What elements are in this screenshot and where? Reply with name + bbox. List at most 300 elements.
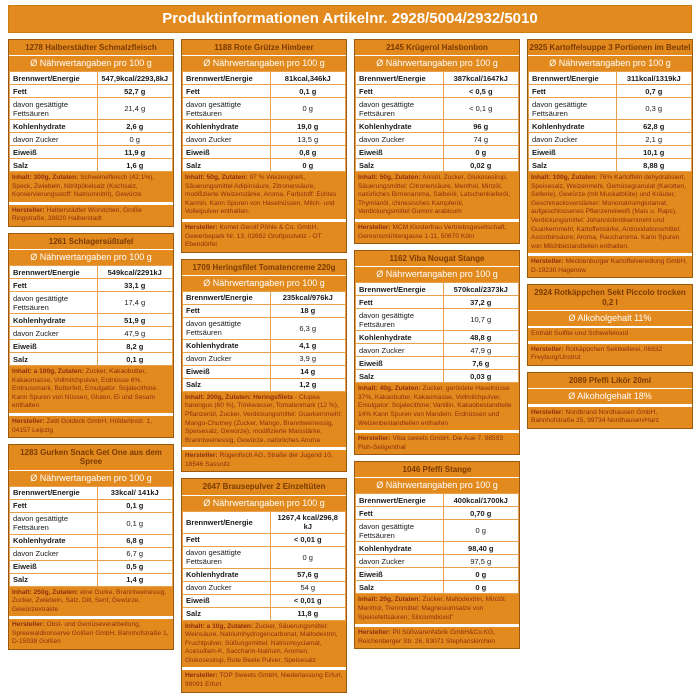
nutrient-value: 0,7 g [616,85,692,98]
manufacturer-label: Hersteller: [185,452,218,460]
nutrient-label: Brennwert/Energie [10,266,98,279]
nutrient-value: 6,7 g [97,547,173,560]
nutrition-subtitle: Ø Nährwertangaben pro 100 g [9,56,173,71]
table-row [10,279,173,292]
nutrient-value: 3,9 g [270,352,346,365]
nutrient-value: 47,9 g [443,344,519,357]
nutrient-value: 0 g [270,159,346,172]
table-row [183,120,346,133]
nutrient-value: 2,1 g [616,133,692,146]
table-row [356,507,519,520]
nutrient-label: davon Zucker [183,581,271,594]
nutrient-value: 1,4 g [97,573,173,586]
nutrient-label: davon gesättigte Fettsäuren [356,309,444,331]
table-row [10,133,173,146]
nutrient-value: 0,8 g [270,146,346,159]
card-title: 1283 Gurken Snack Get One aus dem Spree [9,445,173,470]
nutrient-value: 0 g [270,546,346,568]
product-card [181,39,347,253]
table-row [10,159,173,172]
nutrient-value: 17,4 g [97,292,173,314]
nutrient-value: 14 g [270,365,346,378]
ingredients-text: Zucker, Kakaobutter, Kakaomasse, Vollmilchpulver, Erdnüsse 6%, Erdnussmark, Butterfett, Emulgator: Sojalecithine. Kann Spuren von Nüssen, Gluten, Ei und Sesam enthalten. [12,368,158,410]
card-title: 2647 Brausepulver 2 Einzeltüten [182,479,346,495]
nutrient-value: 1,6 g [97,159,173,172]
product-card [8,39,174,227]
nutrient-label: Fett [356,85,444,98]
nutrient-label: Fett [183,304,271,317]
product-card [527,372,693,429]
nutrient-label: davon gesättigte Fettsäuren [10,98,98,120]
table-row [356,159,519,172]
nutrition-table [528,71,692,172]
manufacturer-block [355,627,519,648]
nutrient-label: Fett [183,533,271,546]
table-row [183,85,346,98]
nutrient-value: 1267,4 kcal/296,8 kJ [270,511,346,533]
manufacturer-block [9,205,173,226]
nutrient-label: Salz [183,378,271,391]
nutrient-value: 6,8 g [97,534,173,547]
card-grid [8,39,692,693]
nutrition-subtitle: Ø Nährwertangaben pro 100 g [355,478,519,493]
nutrient-value: 0 g [270,98,346,120]
card-column [527,39,693,429]
nutrient-label: Kohlenhydrate [356,542,444,555]
nutrient-label: Eiweiß [10,340,98,353]
nutrient-label: Brennwert/Energie [356,494,444,507]
table-row [183,98,346,120]
nutrient-label: Eiweiß [183,594,271,607]
nutrient-value: 0,5 g [97,560,173,573]
product-card [354,461,520,649]
nutrient-value: 387kcal/1647kJ [443,72,519,85]
card-title: 2925 Kartoffelsuppe 3 Portionen im Beutel [528,40,692,56]
table-row [529,146,692,159]
nutrient-label: davon Zucker [10,547,98,560]
nutrition-table [9,486,173,587]
nutrient-label: Eiweiß [356,146,444,159]
nutrient-label: Salz [10,159,98,172]
nutrient-value: 570kcal/2373kJ [443,283,519,296]
table-row [529,72,692,85]
table-row [183,607,346,620]
table-row [183,146,346,159]
nutrient-label: davon Zucker [529,133,617,146]
manufacturer-block [182,222,346,252]
card-column [181,39,347,693]
nutrient-value: 400kcal/1700kJ [443,494,519,507]
nutrient-label: davon gesättigte Fettsäuren [183,546,271,568]
table-row [183,291,346,304]
card-title: 1709 Heringsfilet Tomatencreme 220g [182,260,346,276]
manufacturer-label: Hersteller: [12,206,45,214]
nutrition-table [355,71,519,172]
ingredients-block [355,383,519,430]
nutrition-table [182,71,346,172]
nutrient-label: Fett [356,507,444,520]
nutrient-value: 0,1 g [97,353,173,366]
nutrient-label: Fett [356,296,444,309]
table-row [183,72,346,85]
nutrient-value: 547,9kcal/2293,8kJ [97,72,173,85]
table-row [356,98,519,120]
ingredients-text: Anisöl, Zucker, Glukosesirup, Säuerungsmittel: Citronensäure, Menthol, Minzöl, natürliches Birnenaroma, Salbeiöl, Latschenkieferöl, Thymianöl, chinesisches Kampferöl, Verdickungsmittel Gummi arabicum [358,174,511,216]
table-row [10,512,173,534]
nutrient-label: Brennwert/Energie [183,291,271,304]
table-row [10,547,173,560]
table-row [356,357,519,370]
card-title: 1046 Pfeffi Stange [355,462,519,478]
manufacturer-label: Hersteller: [531,258,564,266]
manufacturer-text: MCM Klosterfrau Vertriebsgesellschaft, Gereonsmühlengasse 1-11, 50670 Köln [358,224,507,240]
table-row [10,573,173,586]
nutrient-label: Brennwert/Energie [356,72,444,85]
nutrient-value: < 0,5 g [443,85,519,98]
nutrient-value: 11,8 g [270,607,346,620]
table-row [10,314,173,327]
nutrient-value: 0,1 g [270,85,346,98]
table-row [356,581,519,594]
ingredients-text: 76% Kartoffeln dehydratisiert, Speisesalz, Weizenmehl, Gemüsegranulat (Karotten, Sellerie), Gewürze (mit Muskatblüte) und Kräuter, Geschmacksverstärker: Mononatriumglutamat; aufgeschlossenes Pflanzeneiweiß (Mais u. Raps), Verdickungsmittel: Johannisbrotkernmehl und Guarkernmehl; Kartoffelstärke, Antioxidationsmittel: Ascorbinsäure; Aroma, Raucharoma. Kann Spuren von Milchbestandteilen enthalten. [531,174,686,250]
manufacturer-text: Komet Gerolf Pöhle & Co. GmbH, Gewerbepark Nr. 13, 02692 Großpostwitz - OT Ebendörfel [185,224,322,249]
nutrient-label: Brennwert/Energie [183,511,271,533]
nutrient-label: Eiweiß [10,560,98,573]
ingredients-block [182,392,346,447]
nutrient-label: davon gesättigte Fettsäuren [529,98,617,120]
nutrient-value: 1,2 g [270,378,346,391]
table-row [356,283,519,296]
table-row [183,511,346,533]
nutrient-value: 52,7 g [97,85,173,98]
manufacturer-text: Rügenfisch AG, Straße der Jugend 10, 18546 Sassnitz [185,452,333,468]
nutrient-label: Kohlenhydrate [183,120,271,133]
nutrition-subtitle: Ø Nährwertangaben pro 100 g [182,496,346,511]
nutrient-value: 21,4 g [97,98,173,120]
nutrient-value: < 0,01 g [270,594,346,607]
table-row [183,533,346,546]
table-row [10,486,173,499]
nutrition-table [9,265,173,366]
ingredients-label: Inhalt: a 100g, Zutaten: [12,368,84,376]
table-row [529,98,692,120]
table-row [356,520,519,542]
ingredients-label: Inhalt: 100g, Zutaten: [531,174,598,182]
nutrition-subtitle: Ø Nährwertangaben pro 100 g [9,471,173,486]
nutrient-label: Kohlenhydrate [10,314,98,327]
nutrient-value: 0 g [97,133,173,146]
nutrient-value: 0 g [443,520,519,542]
nutrient-value: 4,1 g [270,339,346,352]
nutrient-label: davon Zucker [356,555,444,568]
table-row [356,133,519,146]
ingredients-text: Zucker, geröstete Haselnüsse 37%, Kakaobutter, Kakaomasse, Vollmilchpulver, Emulgator: Sojalecithine; Vanillin, Kakaobestandteile 14% Kann Spuren von Mandeln, Erdnüssen und Weizenbestandteilen enthalten [358,385,512,427]
nutrient-label: Salz [356,159,444,172]
manufacturer-text: Obst- und Gemüseverarbeitung, Spreewaldkonserve Golßen GmbH, Bahnhofstraße 1, D-15938 Golßen [12,621,169,646]
table-row [10,266,173,279]
nutrient-label: davon gesättigte Fettsäuren [356,98,444,120]
table-row [183,594,346,607]
nutrient-label: Kohlenhydrate [183,339,271,352]
ingredients-block [9,172,173,202]
manufacturer-text: Mecklenburger Kartoffelveredlung GmbH, D-19230 Hagenow [531,258,688,274]
nutrient-value: 13,5 g [270,133,346,146]
nutrient-value: 549kcal/2291kJ [97,266,173,279]
nutrient-value: 54 g [270,581,346,594]
table-row [356,72,519,85]
nutrient-value: 0,3 g [616,98,692,120]
nutrient-label: Kohlenhydrate [529,120,617,133]
nutrient-value: 8,2 g [97,340,173,353]
nutrient-label: Eiweiß [356,568,444,581]
nutrient-value: 96 g [443,120,519,133]
nutrition-subtitle: Ø Nährwertangaben pro 100 g [528,56,692,71]
table-row [356,331,519,344]
table-row [356,555,519,568]
nutrient-value: 10,7 g [443,309,519,331]
nutrition-subtitle: Ø Nährwertangaben pro 100 g [355,56,519,71]
product-card [527,284,693,365]
nutrient-value: 47,9 g [97,327,173,340]
manufacturer-label: Hersteller: [185,672,218,680]
nutrient-label: Kohlenhydrate [183,568,271,581]
table-row [10,98,173,120]
nutrient-value: 0,1 g [97,512,173,534]
manufacturer-block [528,344,692,365]
nutrition-table [9,71,173,172]
table-row [183,339,346,352]
table-row [10,340,173,353]
nutrient-value: 2,6 g [97,120,173,133]
product-card [8,233,174,438]
ingredients-text: Zucker, Maltodextrin, Minzöl, Menthol, Trennmittel: Magnesiumsalze von Speisefettsäuren; Siliciumdioxid" [358,596,507,621]
manufacturer-label: Hersteller: [12,621,45,629]
ingredients-label: Inhalt: 300g, Zutaten: [12,174,79,182]
table-row [356,120,519,133]
table-row [183,568,346,581]
nutrient-label: Eiweiß [529,146,617,159]
nutrient-value: < 0,01 g [270,533,346,546]
manufacturer-block [528,256,692,277]
manufacturer-block [9,416,173,437]
manufacturer-text: Halberstädter Würstchen, Große Ringstraße, 38820 Halberstadt [12,206,142,223]
ingredients-block [528,172,692,253]
nutrient-value: 97,5 g [443,555,519,568]
nutrition-table [355,282,519,383]
nutrient-value: 0,03 g [443,370,519,383]
table-row [10,353,173,366]
manufacturer-label: Hersteller: [358,224,391,231]
nutrition-table [355,493,519,594]
nutrient-label: Salz [183,607,271,620]
ingredients-label: Inhalt: 250g, Zutaten: [12,588,79,596]
ingredients-label: Inhalt: 50g, Zutaten: [185,174,248,182]
nutrient-value: 0 g [443,581,519,594]
nutrient-label: Eiweiß [183,365,271,378]
nutrient-label: davon Zucker [10,327,98,340]
table-row [356,568,519,581]
nutrient-label: davon Zucker [356,133,444,146]
ingredients-label: Inhalt: 200g, Zutaten: Heringsfilets [185,393,294,401]
nutrient-label: Kohlenhydrate [356,120,444,133]
nutrient-value: 0 g [443,146,519,159]
table-row [10,560,173,573]
table-row [529,120,692,133]
nutrient-label: Salz [529,159,617,172]
ingredients-text: 97 % Weizengrieß, Säuerungsmittel Adipinsäure, Zitronensäure, modifizierte Weizenstärke, Aroma, Farbstoff: Echtes Karmin. Kann Spuren von Haselnüssen, Milch- und Volleipulver enthalten. [185,174,337,216]
nutrition-table [182,511,346,621]
nutrient-value: 0,02 g [443,159,519,172]
nutrient-value: 37,2 g [443,296,519,309]
manufacturer-label: Hersteller: [358,435,391,443]
manufacturer-text: TOP Sweets GmbH, Niederlassung Erfurt, 99091 Erfurt [185,672,343,688]
table-row [529,85,692,98]
nutrient-label: Kohlenhydrate [10,534,98,547]
table-row [356,85,519,98]
ingredients-text: eine Gurke, Branntweinessig, Zucker, Zwiebeln, Salz, Dill, Senf, Gewürze, Gewürzextrakte [12,588,167,613]
nutrition-subtitle: Ø Alkoholgehalt 18% [528,389,692,404]
product-card [354,250,520,455]
nutrition-subtitle: Ø Nährwertangaben pro 100 g [182,56,346,71]
nutrient-label: Brennwert/Energie [10,72,98,85]
manufacturer-text: Pit Süßwarenfabrik GmbH&Co.KG, Reichenberger Str. 26, 83071 Stephanskirchen [358,629,496,645]
manufacturer-block [182,670,346,691]
table-row [183,546,346,568]
table-row [183,378,346,391]
manufacturer-block [9,619,173,649]
table-row [10,72,173,85]
table-row [10,499,173,512]
nutrient-value: 98,40 g [443,542,519,555]
nutrient-label: davon Zucker [356,344,444,357]
nutrient-label: Brennwert/Energie [529,72,617,85]
table-row [356,542,519,555]
nutrient-label: Eiweiß [183,146,271,159]
nutrient-label: Kohlenhydrate [10,120,98,133]
nutrient-value: 0,70 g [443,507,519,520]
table-row [356,146,519,159]
manufacturer-label: Hersteller: [12,418,45,425]
nutrient-value: 235kcal/976kJ [270,291,346,304]
table-row [10,534,173,547]
nutrient-value: 6,3 g [270,317,346,339]
nutrition-subtitle: Ø Nährwertangaben pro 100 g [182,276,346,291]
nutrient-label: Fett [10,279,98,292]
ingredients-text: - Clupea harengus (60 %), Trinkwasser, Tomatenmark (12 %), Pflanzenöl, Zucker, Verdickungsmittel: Guarkernmehl; Mango-Chutney (Zucker, Mango, Branntweinessig, Speisesalz, Gewürze); modifizierte Maisstärke, Branntweinessig, Gewürze, natürliches Aroma [185,393,342,444]
ingredients-block [355,172,519,219]
ingredients-label: Inhalt: 50g, Zutaten: [358,174,421,182]
product-card [8,444,174,650]
card-title: 1162 Viba Nougat Stange [355,251,519,267]
product-card [354,39,520,244]
table-row [356,494,519,507]
nutrient-value: 0,1 g [97,499,173,512]
table-row [356,309,519,331]
manufacturer-text: Nordbrand Nordhausen GmbH, Bahnhofstraße 25, 99734 Nordhausen/Harz [531,408,659,425]
product-card [181,478,347,692]
nutrient-value: 74 g [443,133,519,146]
table-row [10,327,173,340]
nutrient-label: Fett [529,85,617,98]
manufacturer-label: Hersteller: [531,408,564,416]
nutrition-table [182,291,346,392]
ingredients-label: Inhalt: 20g, Zutaten: [358,596,421,604]
nutrient-value: 8,88 g [616,159,692,172]
product-card [527,39,693,278]
nutrient-label: davon Zucker [183,352,271,365]
nutrient-value: 311kcal/1319kJ [616,72,692,85]
nutrient-value: 7,6 g [443,357,519,370]
nutrient-label: Salz [10,353,98,366]
manufacturer-block [528,407,692,428]
nutrient-label: Brennwert/Energie [10,486,98,499]
ingredients-block [9,366,173,413]
nutrition-subtitle: Ø Nährwertangaben pro 100 g [9,250,173,265]
ingredients-text: Schweinefleisch (42,1%), Speck, Zwiebeln, Nitritpökelsalz (Kochsalz, Konservierungsstoff: Natriumnitrit), Gewürze [12,174,155,199]
nutrient-label: Fett [10,85,98,98]
nutrient-label: davon gesättigte Fettsäuren [10,292,98,314]
nutrient-value: 33,1 g [97,279,173,292]
nutrient-value: < 0,1 g [443,98,519,120]
nutrient-label: Fett [10,499,98,512]
table-row [183,317,346,339]
ingredients-label: Inhalt: 40g, Zutaten: [358,385,421,393]
card-title: 1261 Schlagersüßtafel [9,234,173,250]
manufacturer-block [355,222,519,243]
manufacturer-text: Zetti Goldeck GmbH, Hölderlinstr. 1, 04157 Leipzig [12,418,152,434]
table-row [183,365,346,378]
table-row [10,292,173,314]
manufacturer-label: Hersteller: [185,224,218,231]
table-row [10,120,173,133]
table-row [183,133,346,146]
table-row [356,370,519,383]
nutrient-label: Salz [10,573,98,586]
nutrient-value: 0 g [443,568,519,581]
nutrient-label: Eiweiß [356,357,444,370]
nutrient-label: davon gesättigte Fettsäuren [183,98,271,120]
table-row [10,85,173,98]
card-title: 1278 Halberstädter Schmalzfleisch [9,40,173,56]
nutrient-label: Kohlenhydrate [356,331,444,344]
ingredients-block [182,621,346,668]
card-title: 2089 Pfeffi Likör 20ml [528,373,692,389]
manufacturer-text: Viba sweets GmbH, Die Aue 7, 98593 Floh-Seligenthal [358,435,504,451]
nutrient-label: davon Zucker [10,133,98,146]
nutrient-label: davon Zucker [183,133,271,146]
ingredients-text: Zucker, Säuerungsmittel: Weinsäure, Natriumhydrogencarbonat, Maltodextrin, Fruchtpulver, Süßungsmittel: Natriumcyclamat, Acesulfam-K, Saccharin-Natrium, Aromen, Glukosesirup, Rote Beete Pulver, Speisesalz [185,622,338,664]
manufacturer-label: Hersteller: [531,345,564,353]
nutrient-value: 11,9 g [97,146,173,159]
nutrient-value: 62,8 g [616,120,692,133]
ingredients-block [182,172,346,219]
card-column [8,39,174,650]
manufacturer-label: Hersteller: [358,629,391,637]
table-row [356,296,519,309]
card-column [354,39,520,649]
card-title: 2924 Rotkäppchen Sekt Piccolo trocken 0,2 l [528,285,692,310]
nutrient-label: davon gesättigte Fettsäuren [10,512,98,534]
nutrient-label: Eiweiß [10,146,98,159]
table-row [183,581,346,594]
allergen-note [528,328,692,341]
table-row [529,133,692,146]
nutrient-value: 51,9 g [97,314,173,327]
nutrient-label: Salz [356,370,444,383]
card-title: 2145 Krügerol Halsbonbon [355,40,519,56]
nutrition-subtitle: Ø Alkoholgehalt 11% [528,311,692,326]
nutrient-label: davon gesättigte Fettsäuren [356,520,444,542]
